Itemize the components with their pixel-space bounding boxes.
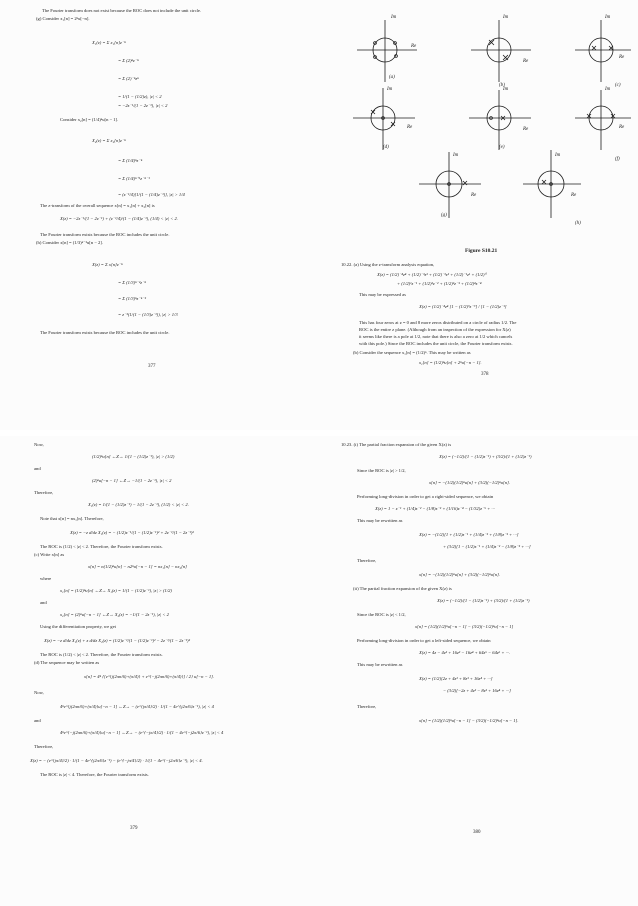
page-378 <box>319 0 638 430</box>
equation: x[n] = −(1/2)(1/2)ⁿu[n] + (3/2)(−1/2)ⁿu[n]. <box>419 572 501 577</box>
text-line: (h) Consider x[n] = (1/3)ⁿ⁻²u[n − 2]. <box>36 240 103 245</box>
equation: x₁[n] = (1/2)ⁿu[n] ←Z→ X₁(z) = 1/(1 − (1/2)z⁻¹), |z| > (1/2) <box>60 588 172 593</box>
text-line: The ROC is |z| < 4. Therefore, the Fourier transform exists. <box>40 772 149 777</box>
equation: = Σ (1/4)ⁿz⁻ⁿ <box>118 158 143 163</box>
equation: = Σ (1/3)ⁿz⁻ⁿ⁻² <box>118 296 146 301</box>
text-line: (c) Write x[n] as <box>34 552 65 557</box>
text-line: and <box>34 718 41 723</box>
text-line: 10.22. (a) Using the z-transform analysis equation, <box>341 262 435 267</box>
equation: X(z) = −z d/dz X₁(z) = − (1/2)z⁻¹/(1 − (1/2)z⁻¹)² + 2z⁻¹/(1 − 2z⁻¹)² <box>70 530 194 535</box>
text-line: Now, <box>34 442 44 447</box>
pole-zero-figure <box>319 0 638 270</box>
equation: x[n] = (1/2)(1/2)ⁿu[−n − 1] − (3/2)(−1/2)ⁿu[−n − 1]. <box>419 718 519 723</box>
axis-label-im: Im <box>453 153 459 158</box>
text-line: Since the ROC is |z| < 1/2, <box>357 612 406 617</box>
pole-zero-plot-b <box>471 20 531 82</box>
axis-label-re: Re <box>619 55 625 60</box>
text-line: Using the differentiation property, we get <box>40 624 116 629</box>
axis-label-im: Im <box>503 15 509 20</box>
equation: (2)ⁿu[−n − 1] ←Z→ −1/(1 − 2z⁻¹), |z| < 2 <box>92 478 172 483</box>
page-377 <box>0 0 319 430</box>
text-line: This has four zeros at z = 0 and 8 more zeros distributed on a circle of radius 1/2. The <box>359 320 517 325</box>
axis-label-re: Re <box>411 44 417 49</box>
page-number: 380 <box>473 830 481 835</box>
equation: x[n] = (1/2)(1/2)ⁿu[−n − 1] − (3/2)(−1/2)ⁿu[−n − 1] <box>415 624 514 629</box>
page-380 <box>319 436 638 906</box>
axis-label-im: Im <box>387 87 393 92</box>
text-line: (ii) The partial fraction expansion of the given X(z) is <box>353 586 452 591</box>
equation: = (z⁻¹/4)[1/(1 − (1/4)z⁻¹)], |z| > 1/4 <box>118 192 185 197</box>
subfigure-label: (g) <box>441 213 447 218</box>
equation: = 1/(1 − (1/2)z), |z| < 2 <box>118 94 162 99</box>
equation: X(z) = Σ x[n]z⁻ⁿ <box>92 262 123 267</box>
equation: X(z) = −z d/dz X₁(z) + z d/dz X₂(z) = (1/2)z⁻¹/(1 − (1/2)z⁻¹)² − 2z⁻¹/(1 − 2z⁻¹)² <box>44 638 190 643</box>
subfigure-label: (c) <box>615 83 621 88</box>
equation: + (1/2)¹z⁻¹ + (1/2)²z⁻² + (1/2)³z⁻³ + (1/2)⁴z⁻⁴ <box>397 281 482 286</box>
equation: 4ⁿe^{j(2πn/6)+(π/4)}u[−n − 1] ←Z→ − (e^{jπ/4}/2) · 1/(1 − 4e^{j2π/6}z⁻¹), |z| < 4 <box>60 704 214 709</box>
equation: + (3/2)[1 − (1/2)z⁻¹ + (1/4)z⁻² − (1/8)z⁻³ + ···] <box>443 544 531 549</box>
equation: = −2z⁻¹/(1 − 2z⁻¹), |z| < 2 <box>118 103 168 108</box>
equation: X₂(z) = Σ x₂[n]z⁻ⁿ <box>92 138 126 143</box>
text-line: Therefore, <box>357 704 377 709</box>
text-line: The ROC is (1/2) < |z| < 2. Therefore, the Fourier transform exists. <box>40 652 163 657</box>
subfigure-label: (d) <box>383 145 389 150</box>
equation: x₂[n] = (2)ⁿu[−n − 1] ←Z→ X₂(z) = −1/(1 − 2z⁻¹), |z| < 2 <box>60 612 169 617</box>
text-line: The Fourier transform does not exist because the ROC does not include the unit circle. <box>42 8 202 13</box>
text-line: Consider x₂[n] = (1/4)ⁿu[n − 1]. <box>60 117 119 122</box>
equation: X(z) = (1/2)⁻⁴z⁴ + (1/2)⁻³z³ + (1/2)⁻²z² + (1/2)⁻¹z¹ + (1/2)⁰ <box>377 272 487 277</box>
subfigure-label: (e) <box>499 145 505 150</box>
equation: 4ⁿe^{−j(2πn/6)+(π/4)}u[−n − 1] ←Z→ − (e^{−jπ/4}/2) · 1/(1 − 4e^{−j2π/6}z⁻¹), |z| < 4 <box>60 730 224 735</box>
text-line: This may be rewritten as <box>357 518 403 523</box>
axis-label-im: Im <box>555 153 561 158</box>
pole-zero-plot-d <box>353 88 415 150</box>
equation: X(z) = (−1/2)/(1 − (1/2)z⁻¹) + (3/2)/(1 + (1/2)z⁻¹) <box>439 454 532 459</box>
text-line: This may be expressed as <box>359 292 406 297</box>
text-line: Now, <box>34 690 44 695</box>
text-line: Performing long-division in order to get a left-sided sequence, we obtain <box>357 638 491 643</box>
equation: X(z) = −2z⁻¹/(1 − 2z⁻¹) + (z⁻¹/4)/(1 − (1/4)z⁻¹), (1/4) < |z| < 2. <box>60 216 178 221</box>
axis-label-re: Re <box>619 125 625 130</box>
axis-label-re: Re <box>471 193 477 198</box>
pole-zero-plot-f <box>575 90 631 150</box>
equation: (1/2)ⁿu[n] ←Z→ 1/(1 − (1/2)z⁻¹), |z| > (1/2) <box>92 454 175 459</box>
text-line: with this pole.) Since the ROC includes the unit circle, the Fourier transform exists. <box>359 341 513 346</box>
subfigure-label: (h) <box>575 221 581 226</box>
equation: X(z) = − (e^{jπ/4}/2) · 1/(1 − 4e^{j2π/6}z⁻¹) − (e^{−jπ/4}/2) · 1/(1 − 4e^{−j2π/6}z⁻¹), |z| < 4. <box>30 758 203 763</box>
text-line: Performing long-division in order to get a right-sided sequence, we obtain <box>357 494 494 499</box>
text-line: Therefore, <box>34 744 54 749</box>
equation: x₁[n] = (1/2)ⁿu[n] + 2ⁿu[−n − 1]. <box>419 360 482 365</box>
pole-zero-plot-g <box>419 152 481 218</box>
equation: x[n] = −(1/2)(1/2)ⁿu[n] + (3/2)(−1/2)ⁿu[n]. <box>429 480 511 485</box>
equation: x[n] = n(1/2)ⁿu[n] − n2ⁿu[−n − 1] = nx₁[n] − nx₂[n] <box>88 564 187 569</box>
text-line: The z-transform of the overall sequence x[n] = x₁[n] + x₂[n] is <box>40 203 155 208</box>
figure-caption: Figure S10.21 <box>465 248 498 254</box>
text-line: The Fourier transform exists because the ROC includes the unit circle. <box>40 232 170 237</box>
text-line: Note that x[n] = nx₁[n]. Therefore, <box>40 516 104 521</box>
axis-label-re: Re <box>523 127 529 132</box>
equation: X(z) = (1/2)[2z + 4z² + 8z³ + 16z⁴ + ···] <box>419 676 493 681</box>
equation: X₁(z) = 1/(1 − (1/2)z⁻¹) − 1/(1 − 2z⁻¹), (1/2) < |z| < 2. <box>88 502 189 507</box>
equation: = Σ (2)⁻ⁿzⁿ <box>118 76 139 81</box>
pole-zero-plot-h <box>523 150 581 218</box>
equation: x[n] = 4ⁿ {[e^{j(2πn/6)+(π/4)} + e^{−j(2πn/6)+(π/4)}] / 2} u[−n − 1]. <box>84 674 215 679</box>
text-line: (d) The sequence may be written as <box>34 660 100 665</box>
subfigure-label: (f) <box>615 157 620 162</box>
axis-label-re: Re <box>571 193 577 198</box>
text-line: (g) Consider x₁[n] = 2ⁿu[−n]. <box>36 16 90 21</box>
equation: = z⁻²(1/(1 − (1/3)z⁻¹)), |z| > 1/3 <box>118 312 178 317</box>
equation: X(z) = (−1/2)/(1 − (1/2)z⁻¹) + (3/2)/(1 + (1/2)z⁻¹) <box>437 598 530 603</box>
axis-label-im: Im <box>391 15 397 20</box>
axis-label-re: Re <box>407 125 413 130</box>
subfigure-label: (b) <box>499 83 505 88</box>
page-number: 377 <box>148 364 156 369</box>
page-number: 378 <box>481 372 489 377</box>
equation: X(z) = −(1/2)[1 + (1/2)z⁻¹ + (1/4)z⁻² + (1/8)z⁻³ + ···] <box>419 532 519 537</box>
axis-label-im: Im <box>605 87 611 92</box>
equation: = Σ (2)ⁿz⁻ⁿ <box>118 58 139 63</box>
equation: X₁(z) = Σ x₁[n]z⁻ⁿ <box>92 40 126 45</box>
axis-label-im: Im <box>605 15 611 20</box>
page-number: 379 <box>130 826 138 831</box>
text-line: and <box>40 600 47 605</box>
text-line: Since the ROC is |z| > 1/2, <box>357 468 406 473</box>
text-line: The Fourier transform exists because the ROC includes the unit circle. <box>40 330 170 335</box>
text-line: where <box>40 576 52 581</box>
equation: = Σ (1/4)ⁿ⁺¹z⁻ⁿ⁻¹ <box>118 176 150 181</box>
pole-zero-plot-c <box>575 20 631 82</box>
subfigure-label: (a) <box>389 75 395 80</box>
text-line: The ROC is (1/2) < |z| < 2. Therefore, the Fourier transform exists. <box>40 544 163 549</box>
equation: X(z) = 1 − z⁻¹ + (1/4)z⁻² − (1/8)z⁻³ + (1/16)z⁻⁴ − (1/32)z⁻⁵ + ··· <box>375 506 495 511</box>
text-line: Therefore, <box>357 558 377 563</box>
equation: = Σ (1/3)ⁿ⁻²z⁻ⁿ <box>118 280 146 285</box>
equation: − (3/2)[−2z + 4z² − 8z³ + 16z⁴ + ···] <box>443 688 511 693</box>
equation: X(z) = 4z − 4z² + 16z³ − 16z⁴ + 64z⁵ − 64z⁶ + ···. <box>419 650 511 655</box>
equation: X(z) = (1/2)⁻⁴z⁴ [1 − (1/2)⁹z⁻⁹] / [1 − (1/2)z⁻¹] <box>419 304 507 309</box>
axis-label-re: Re <box>523 59 529 64</box>
text-line: Therefore, <box>34 490 54 495</box>
page-379 <box>0 436 319 906</box>
pole-zero-plot-e <box>469 90 531 150</box>
text-line: This may be rewritten as <box>357 662 403 667</box>
text-line: it seems like there is a pole at 1/2, note that there is also a zero at 1/2 which cancels <box>359 334 513 339</box>
text-line: (b) Consider the sequence x₁[n] = (1/2)ⁿ. This may be written as <box>353 350 471 355</box>
text-line: 10.23. (i) The partial fraction expansion of the given X(z) is <box>341 442 452 447</box>
text-line: ROC is the entire z plane. (Although from an inspection of the expression for X(z) <box>359 327 511 332</box>
axis-label-im: Im <box>503 87 509 92</box>
text-line: and <box>34 466 41 471</box>
pole-zero-plot-a <box>357 20 417 82</box>
